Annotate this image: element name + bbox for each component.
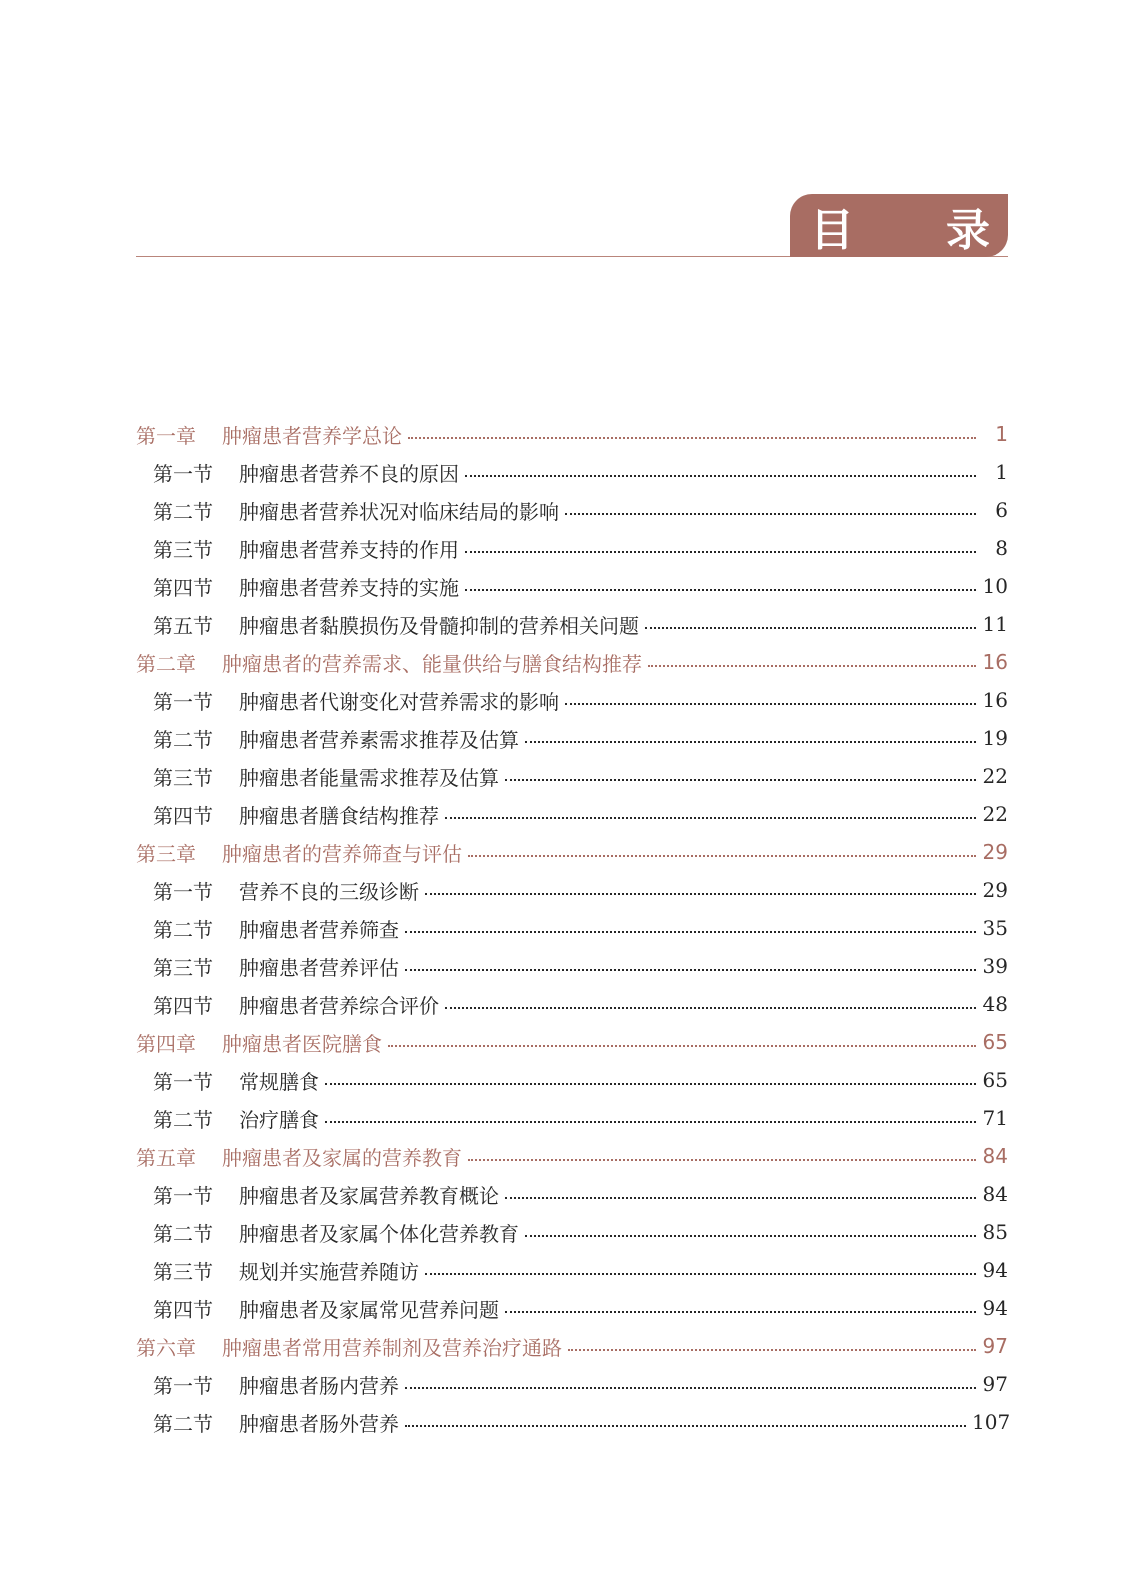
dot-leader <box>465 531 976 553</box>
chapter-title: 肿瘤患者的营养筛查与评估 <box>222 841 462 866</box>
chapter-title: 肿瘤患者及家属的营养教育 <box>222 1145 462 1170</box>
section-number: 第一节 <box>153 1373 213 1398</box>
dot-leader <box>568 1329 976 1351</box>
toc-chapter-entry[interactable] <box>136 415 1008 453</box>
section-title: 肿瘤患者营养素需求推荐及估算 <box>239 727 519 752</box>
toc-section-entry[interactable] <box>136 453 1008 491</box>
section-number: 第三节 <box>153 765 213 790</box>
section-title: 肿瘤患者肠外营养 <box>239 1411 399 1436</box>
toc-section-entry[interactable] <box>136 1175 1008 1213</box>
toc-chapter-entry[interactable] <box>136 1327 1008 1365</box>
section-title: 肿瘤患者膳食结构推荐 <box>239 803 439 828</box>
heading-char-1: 目 <box>810 204 854 256</box>
chapter-title: 肿瘤患者医院膳食 <box>222 1031 382 1056</box>
toc-chapter-entry[interactable] <box>136 643 1008 681</box>
chapter-number: 第五章 <box>136 1145 196 1170</box>
page-number: 85 <box>982 1220 1008 1244</box>
section-number: 第一节 <box>153 879 213 904</box>
toc-section-entry[interactable] <box>136 605 1008 643</box>
heading-char-2: 录 <box>946 204 990 256</box>
section-title: 肿瘤患者营养支持的实施 <box>239 575 459 600</box>
toc-section-entry[interactable] <box>136 909 1008 947</box>
toc-section-entry[interactable] <box>136 757 1008 795</box>
toc-section-entry[interactable] <box>136 985 1008 1023</box>
dot-leader <box>525 1215 976 1237</box>
dot-leader <box>565 493 976 515</box>
section-title: 肿瘤患者及家属营养教育概论 <box>239 1183 499 1208</box>
chapter-title: 肿瘤患者营养学总论 <box>222 423 402 448</box>
toc-section-entry[interactable] <box>136 1213 1008 1251</box>
page-number: 22 <box>982 802 1008 826</box>
dot-leader <box>405 1367 976 1389</box>
section-title: 肿瘤患者营养不良的原因 <box>239 461 459 486</box>
section-number: 第四节 <box>153 575 213 600</box>
page-number: 94 <box>982 1258 1008 1282</box>
section-title: 营养不良的三级诊断 <box>239 879 419 904</box>
toc-section-entry[interactable] <box>136 491 1008 529</box>
dot-leader <box>505 1177 976 1199</box>
page-number: 10 <box>982 574 1008 598</box>
page-number: 65 <box>982 1068 1008 1092</box>
dot-leader <box>648 645 976 667</box>
toc-section-entry[interactable] <box>136 567 1008 605</box>
toc-chapter-entry[interactable] <box>136 1023 1008 1061</box>
dot-leader <box>445 797 976 819</box>
dot-leader <box>325 1101 976 1123</box>
page-number: 22 <box>982 764 1008 788</box>
page-number: 19 <box>982 726 1008 750</box>
section-title: 肿瘤患者营养综合评价 <box>239 993 439 1018</box>
section-number: 第四节 <box>153 803 213 828</box>
page-number: 84 <box>982 1144 1008 1168</box>
section-number: 第三节 <box>153 955 213 980</box>
section-number: 第二节 <box>153 727 213 752</box>
dot-leader <box>388 1025 976 1047</box>
section-title: 肿瘤患者能量需求推荐及估算 <box>239 765 499 790</box>
dot-leader <box>408 417 976 439</box>
section-title: 肿瘤患者营养支持的作用 <box>239 537 459 562</box>
page-number: 94 <box>982 1296 1008 1320</box>
dot-leader <box>405 1405 966 1427</box>
toc-section-entry[interactable] <box>136 1365 1008 1403</box>
page-number: 1 <box>995 422 1008 446</box>
section-number: 第二节 <box>153 1221 213 1246</box>
page-number: 16 <box>982 650 1008 674</box>
dot-leader <box>505 759 976 781</box>
chapter-title: 肿瘤患者常用营养制剂及营养治疗通路 <box>222 1335 562 1360</box>
section-title: 肿瘤患者营养筛查 <box>239 917 399 942</box>
page-number: 107 <box>972 1410 1011 1434</box>
dot-leader <box>425 873 976 895</box>
page-number: 1 <box>995 460 1008 484</box>
section-number: 第一节 <box>153 1183 213 1208</box>
section-number: 第三节 <box>153 537 213 562</box>
toc-section-entry[interactable] <box>136 871 1008 909</box>
chapter-number: 第二章 <box>136 651 196 676</box>
page-number: 39 <box>982 954 1008 978</box>
page-number: 48 <box>982 992 1008 1016</box>
toc-section-entry[interactable] <box>136 681 1008 719</box>
page-number: 97 <box>982 1334 1008 1358</box>
section-title: 肿瘤患者黏膜损伤及骨髓抑制的营养相关问题 <box>239 613 639 638</box>
toc-section-entry[interactable] <box>136 1251 1008 1289</box>
chapter-number: 第六章 <box>136 1335 196 1360</box>
section-title: 规划并实施营养随访 <box>239 1259 419 1284</box>
section-number: 第五节 <box>153 613 213 638</box>
section-title: 常规膳食 <box>239 1069 319 1094</box>
toc-section-entry[interactable] <box>136 1289 1008 1327</box>
toc-section-entry[interactable] <box>136 719 1008 757</box>
section-title: 肿瘤患者营养评估 <box>239 955 399 980</box>
section-number: 第四节 <box>153 993 213 1018</box>
section-title: 肿瘤患者及家属常见营养问题 <box>239 1297 499 1322</box>
section-title: 肿瘤患者营养状况对临床结局的影响 <box>239 499 559 524</box>
page-number: 29 <box>982 840 1008 864</box>
dot-leader <box>565 683 976 705</box>
section-number: 第一节 <box>153 461 213 486</box>
chapter-title: 肿瘤患者的营养需求、能量供给与膳食结构推荐 <box>222 651 642 676</box>
section-title: 肿瘤患者及家属个体化营养教育 <box>239 1221 519 1246</box>
page-number: 8 <box>995 536 1008 560</box>
toc-chapter-entry[interactable] <box>136 1137 1008 1175</box>
chapter-number: 第四章 <box>136 1031 196 1056</box>
dot-leader <box>405 911 976 933</box>
page-number: 11 <box>982 612 1008 636</box>
page-number: 65 <box>982 1030 1008 1054</box>
toc-chapter-entry[interactable] <box>136 833 1008 871</box>
page-number: 97 <box>982 1372 1008 1396</box>
dot-leader <box>445 987 976 1009</box>
section-number: 第二节 <box>153 499 213 524</box>
table-of-contents <box>136 415 1011 1441</box>
section-number: 第四节 <box>153 1297 213 1322</box>
dot-leader <box>325 1063 976 1085</box>
section-number: 第二节 <box>153 917 213 942</box>
section-number: 第二节 <box>153 1411 213 1436</box>
toc-section-entry[interactable] <box>136 947 1008 985</box>
page-number: 35 <box>982 916 1008 940</box>
section-title: 治疗膳食 <box>239 1107 319 1132</box>
page-number: 6 <box>995 498 1008 522</box>
section-number: 第一节 <box>153 689 213 714</box>
contents-heading <box>790 194 1008 257</box>
chapter-number: 第一章 <box>136 423 196 448</box>
toc-section-entry[interactable] <box>136 795 1008 833</box>
dot-leader <box>465 569 976 591</box>
toc-section-entry[interactable] <box>136 1099 1008 1137</box>
section-title: 肿瘤患者代谢变化对营养需求的影响 <box>239 689 559 714</box>
dot-leader <box>645 607 976 629</box>
page-number: 84 <box>982 1182 1008 1206</box>
section-title: 肿瘤患者肠内营养 <box>239 1373 399 1398</box>
dot-leader <box>468 1139 976 1161</box>
page-number: 71 <box>982 1106 1008 1130</box>
dot-leader <box>465 455 976 477</box>
dot-leader <box>468 835 976 857</box>
toc-section-entry[interactable] <box>136 1061 1008 1099</box>
page-number: 29 <box>982 878 1008 902</box>
chapter-number: 第三章 <box>136 841 196 866</box>
toc-section-entry[interactable] <box>136 1403 1011 1441</box>
dot-leader <box>425 1253 976 1275</box>
page-number: 16 <box>982 688 1008 712</box>
section-number: 第二节 <box>153 1107 213 1132</box>
dot-leader <box>505 1291 976 1313</box>
toc-section-entry[interactable] <box>136 529 1008 567</box>
dot-leader <box>405 949 976 971</box>
section-number: 第一节 <box>153 1069 213 1094</box>
dot-leader <box>525 721 976 743</box>
section-number: 第三节 <box>153 1259 213 1284</box>
